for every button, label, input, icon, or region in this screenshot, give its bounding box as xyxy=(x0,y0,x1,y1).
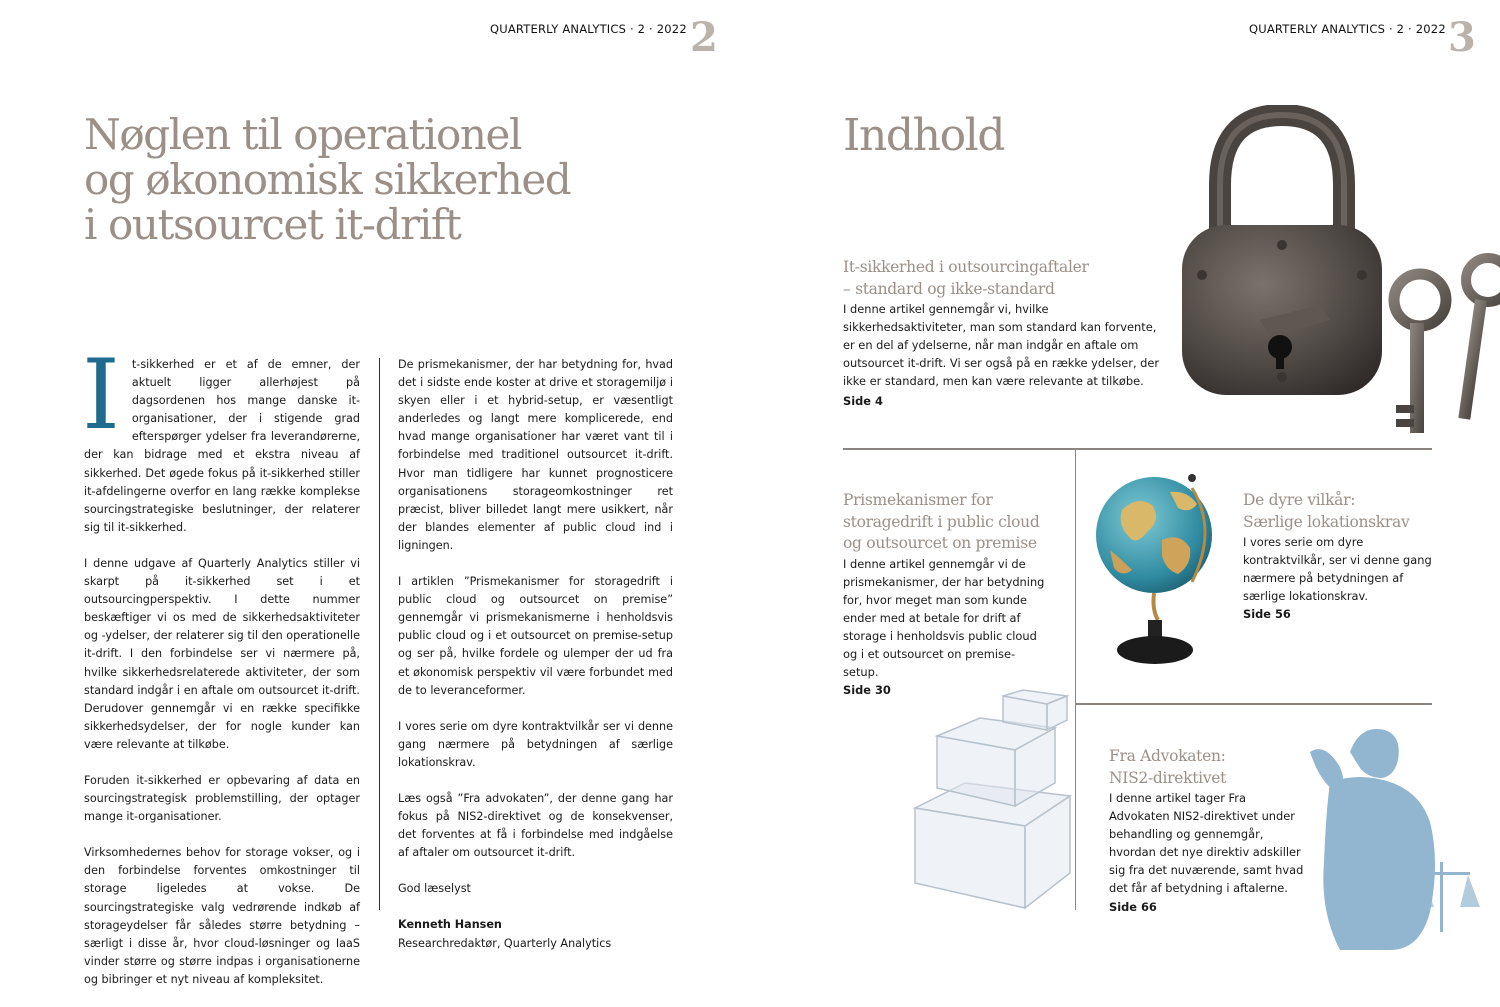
signature-role: Researchredaktør, Quarterly Analytics xyxy=(398,936,612,950)
toc-article-page[interactable]: Side 56 xyxy=(1243,607,1291,622)
editorial-paragraph: De prismekanismer, der har betydning for, hvad det i sidste ende koster at drive et storagemiljø i skyen eller i et hybrid-setup, er væsentligt anderledes og langt mere komplicerede, end hvad mange organisationer har været vant til i forbindelse med traditionel outsourcet it-drift. Hvor man tidligere har kunnet prognosticere organisationens storageomkostninger ret præcist, bliver billedet langt mere usikkert, når der blandes elementer af public cloud ind i ligningen. xyxy=(398,358,673,552)
drop-cap: I xyxy=(82,339,120,451)
toc-article[interactable] xyxy=(1243,490,1448,623)
toc-article[interactable] xyxy=(843,490,1048,699)
justitia-statue-illustration xyxy=(1290,712,1500,950)
toc-article-title: It-sikkerhed i outsourcingaftaler – standard og ikke-standard xyxy=(843,258,1089,298)
editorial-title xyxy=(84,112,644,247)
toc-article-title: Prismekanismer for storagedrift i public cloud og outsourcet on premise xyxy=(843,491,1040,552)
padlock-icon xyxy=(1182,115,1382,395)
toc-divider xyxy=(1076,703,1432,705)
toc-article-summary: I denne artikel gennemgår vi de prismekanismer, der har betydning for, hvor meget man som kunde ender med at betale for drift af storage i henholdsvis public cloud og i et outsourcet on premise-setup. xyxy=(843,556,1045,680)
editorial-paragraph: I vores serie om dyre kontraktvilkår ser vi denne gang nærmere på betydningen af særlige lokationskrav. xyxy=(398,719,673,769)
editorial-title-line: Nøglen til operationel xyxy=(84,110,521,159)
toc-divider-vertical xyxy=(1075,450,1076,910)
storage-boxes-illustration xyxy=(905,688,1075,913)
key-icon xyxy=(1458,258,1500,420)
running-header-right: QUARTERLY ANALYTICS · 2 · 2022 xyxy=(1249,22,1446,36)
editorial-column-1 xyxy=(82,339,360,1007)
globe-icon xyxy=(1096,474,1212,664)
column-divider xyxy=(379,358,380,910)
toc-article[interactable] xyxy=(1109,746,1309,916)
page-number-left: 2 xyxy=(690,14,718,61)
toc-title: Indhold xyxy=(843,110,1005,161)
toc-article-page[interactable]: Side 66 xyxy=(1109,899,1157,914)
justitia-icon xyxy=(1310,729,1480,950)
editorial-title-line: og økonomisk sikkerhed xyxy=(84,155,571,204)
signature-name: Kenneth Hansen xyxy=(398,918,502,932)
toc-article-summary: I vores serie om dyre kontraktvilkår, ser vi denne gang nærmere på betydningen af særlige lokationskrav. xyxy=(1243,535,1432,604)
editorial-paragraph: Læs også ”Fra advokaten”, der denne gang har fokus på NIS2-direktivet og de konsekvenser, det forventes at få i forbindelse med indgåelse af aftaler om outsourcet it-drift. xyxy=(398,791,673,860)
globe-illustration xyxy=(1092,470,1222,670)
editorial-paragraph: I t-sikkerhed er et af de emner, der aktuelt ligger allerhøjest på dagsordenen hos mange danske it-organisationer, der i stigende grad efterspørger ydelser fra leverandørerne, der kan bidrage med et ekstra niveau af sikkerhed. Det øgede fokus på it-sikkerhed stiller it-afdelingerne overfor en lang række komplekse sourcingstrategiske beslutninger, der relaterer sig til it-sikkerhed. xyxy=(82,339,360,534)
toc-article-title: Fra Advokaten: NIS2-direktivet xyxy=(1109,747,1227,787)
editorial-paragraph: Virksomhedernes behov for storage vokser, og i den forbindelse forventes omkostninger til storage ligeledes at vokse. De sourcingstrategiske valg vedrørende indkøb af storageydelser får således større betydning – særligt i disse år, hvor cloud-løsninger og IaaS vinder større og større indpas i organisationerne og bibringer et nyt niveau af kompleksitet. xyxy=(84,846,360,986)
page-number-right: 3 xyxy=(1448,14,1476,61)
toc-article-summary: I denne artikel gennemgår vi, hvilke sikkerhedsaktiviteter, man som standard kan forvente, er en del af ydelserne, når man indgår en aftale om outsourcet it-drift. Vi ser også på en række ydelser, der ikke er standard, men kan være relevante at tilkøbe. xyxy=(843,302,1160,389)
toc-article-page[interactable]: Side 30 xyxy=(843,683,891,698)
editorial-paragraph: Foruden it-sikkerhed er opbevaring af data en sourcingstrategisk problemstilling, der optager mange it-organisationer. xyxy=(84,773,360,824)
padlock-keys-illustration xyxy=(1170,105,1500,445)
editorial-paragraph: God læselyst xyxy=(398,882,471,896)
toc-article-page[interactable]: Side 4 xyxy=(843,394,883,409)
toc-article[interactable] xyxy=(843,257,1163,411)
editorial-title-line: i outsourcet it-drift xyxy=(84,200,461,249)
editorial-column-2 xyxy=(398,356,673,953)
editorial-paragraph: I denne udgave af Quarterly Analytics stiller vi skarpt på it-sikkerhed set i et outsourcingperspektiv. I dette nummer beskæftiger vi os med de sikkerhedsaktiviteter og -ydelser, der relaterer sig til den operationelle it-drift. I den forbindelse ser vi nærmere på, hvilke sikkerhedsrelaterede aktiviteter, der som standard indgår i en aftale om outsourcet it-drift. Derudover gennemgår vi en række specifikke sikkerhedsydelser, der for nogle kunder kan være relevante at tilkøbe. xyxy=(84,556,360,751)
toc-article-title: De dyre vilkår: Særlige lokationskrav xyxy=(1243,491,1410,531)
signature xyxy=(398,916,673,952)
key-icon xyxy=(1394,274,1446,433)
toc-article-summary: I denne artikel tager Fra Advokaten NIS2-direktivet under behandling og gennemgår, hvordan det nye direktiv adskiller sig fra det nuværende, samt hvad det får af betydning i aftalerne. xyxy=(1109,791,1304,896)
running-header-left: QUARTERLY ANALYTICS · 2 · 2022 xyxy=(490,22,687,36)
toc-divider xyxy=(843,448,1432,450)
editorial-paragraph: I artiklen ”Prismekanismer for storagedrift i public cloud og outsourcet on premise” gennemgår vi prismekanismerne i henholdsvis public cloud og i et outsourcet on premise-setup og ser på, hvilke fordele og ulemper der ud fra et økonomisk perspektiv vil være forbundet med de to leveranceformer. xyxy=(398,575,673,697)
